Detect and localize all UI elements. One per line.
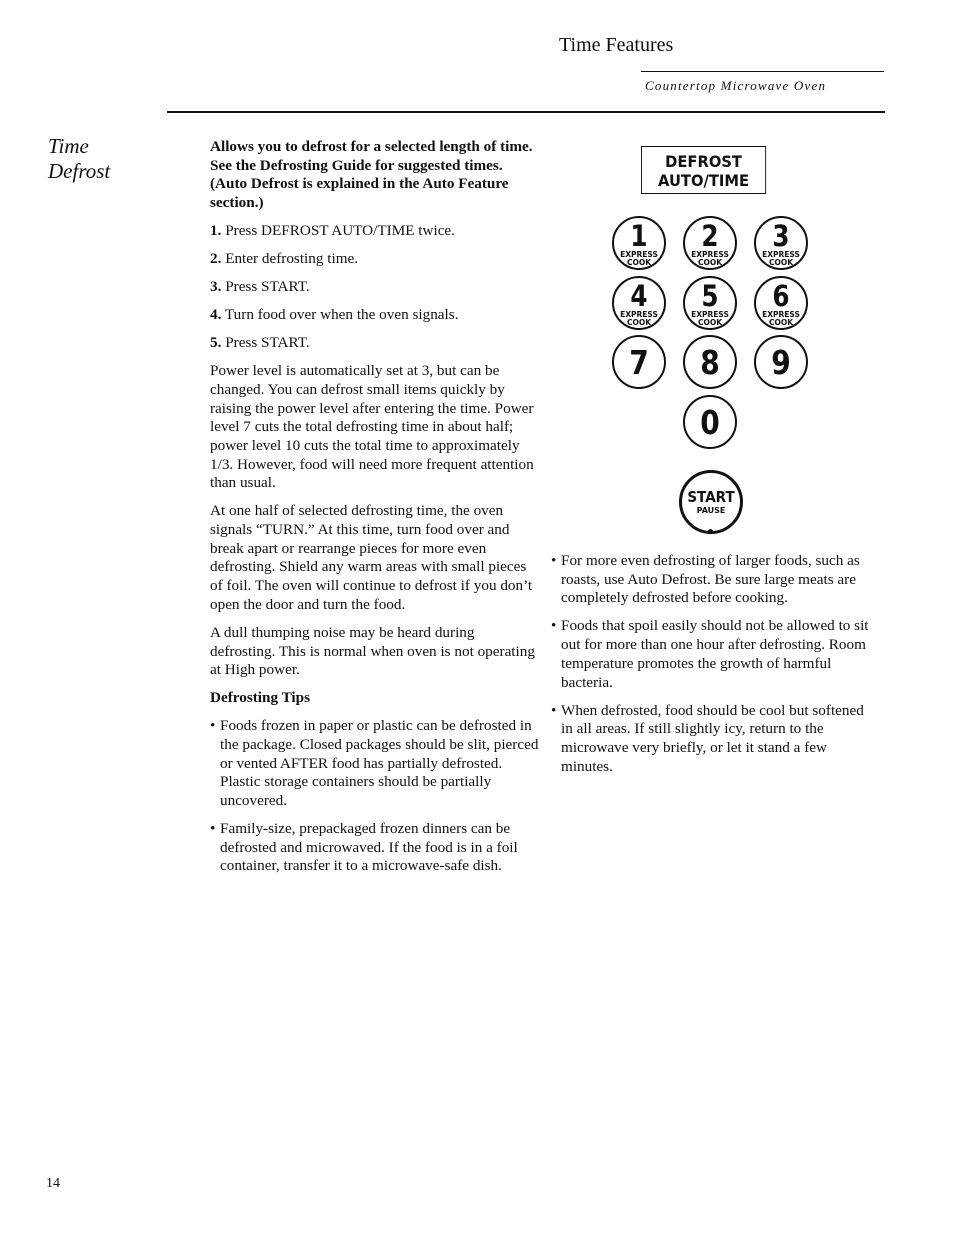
tip-text: For more even defrosting of larger foods, such as roasts, use Auto Defrost. Be sure large meats are completely defrosted before cooking. bbox=[561, 552, 860, 607]
step-text: Enter defrosting time. bbox=[225, 250, 359, 268]
pause-label: PAUSE bbox=[696, 506, 726, 515]
side-heading-line-2: Defrost bbox=[48, 159, 111, 183]
thumping-noise-paragraph: A dull thumping noise may be heard during defrosting. This is normal when oven is not operating at High power. bbox=[210, 623, 535, 679]
page-number: 14 bbox=[46, 1176, 60, 1191]
bullet-icon: • bbox=[210, 717, 216, 735]
tip-text: Foods that spoil easily should not be allowed to sit out for more than one hour after defrosting. Room temperature promotes the growth of harmful bacteria. bbox=[561, 617, 869, 691]
bullet-icon: • bbox=[551, 552, 557, 569]
key-digit: 7 bbox=[629, 343, 649, 382]
tip-text: Foods frozen in paper or plastic can be defrosted in the package. Closed packages should be slit, pierced or vented AFTER food has partially defrosted. Plastic storage containers should be partially uncovered. bbox=[220, 717, 539, 810]
header-rule-short bbox=[641, 71, 884, 72]
key-digit: 9 bbox=[771, 343, 791, 382]
key-6 bbox=[754, 276, 808, 330]
key-digit: 8 bbox=[700, 343, 720, 382]
step-2 bbox=[210, 250, 540, 269]
tip-text: Family-size, prepackaged frozen dinners can be defrosted and microwaved. If the food is in a foil container, transfer it to a microwave-safe dish. bbox=[220, 820, 518, 875]
key-1 bbox=[612, 216, 666, 270]
key-digit: 6 bbox=[772, 279, 790, 313]
key-9 bbox=[754, 335, 808, 389]
key-2 bbox=[683, 216, 737, 270]
step-number: 4. bbox=[210, 306, 222, 324]
step-number: 1. bbox=[210, 222, 222, 240]
defrost-key-line-2: AUTO/TIME bbox=[658, 171, 750, 190]
tips-heading: Defrosting Tips bbox=[210, 689, 311, 707]
cook-label: COOK bbox=[697, 258, 723, 267]
step-text: Press START. bbox=[225, 334, 310, 352]
right-column bbox=[551, 552, 876, 786]
power-level-paragraph: Power level is automatically set at 3, but can be changed. You can defrost small items quickly by raising the power level after entering the time. Power level 7 cuts the total defrosting time in about half; power level 10 cuts the total time to approximately 1/3. However, food will need more frequent attention than usual. bbox=[210, 362, 534, 492]
key-digit: 4 bbox=[630, 279, 648, 313]
key-0 bbox=[683, 395, 737, 449]
side-heading-line-1: Time bbox=[48, 134, 89, 158]
step-4 bbox=[210, 306, 540, 325]
cook-label: COOK bbox=[626, 258, 652, 267]
tip-item bbox=[210, 717, 540, 811]
bullet-icon: • bbox=[551, 701, 557, 719]
key-digit: 0 bbox=[700, 403, 720, 442]
express-label: EXPRESS bbox=[691, 310, 729, 319]
defrost-auto-time-key bbox=[641, 146, 766, 194]
key-digit: 3 bbox=[772, 219, 790, 253]
side-heading bbox=[48, 134, 110, 184]
start-label: START bbox=[687, 488, 735, 506]
key-digit: 2 bbox=[701, 219, 719, 253]
header-rule-long bbox=[167, 111, 885, 113]
bullet-icon: • bbox=[551, 617, 557, 635]
cook-label: COOK bbox=[697, 318, 723, 327]
key-5 bbox=[683, 276, 737, 330]
step-text: Turn food over when the oven signals. bbox=[224, 306, 459, 324]
turn-signal-paragraph: At one half of selected defrosting time, the oven signals “TURN.” At this time, turn food over and break apart or rearrange pieces for more even defrosting. Shield any warm areas with small pieces of foil. The oven will continue to defrost if you don’t open the door and turn the food. bbox=[210, 502, 533, 613]
key-8 bbox=[683, 335, 737, 389]
cook-label: COOK bbox=[768, 318, 794, 327]
step-number: 5. bbox=[210, 334, 222, 352]
express-label: EXPRESS bbox=[620, 250, 658, 259]
express-label: EXPRESS bbox=[762, 250, 800, 259]
step-3 bbox=[210, 278, 540, 297]
step-5 bbox=[210, 334, 540, 353]
tip-item bbox=[551, 702, 876, 777]
step-number: 3. bbox=[210, 278, 222, 296]
cook-label: COOK bbox=[768, 258, 794, 267]
tip-item bbox=[210, 820, 540, 876]
express-label: EXPRESS bbox=[691, 250, 729, 259]
express-label: EXPRESS bbox=[620, 310, 658, 319]
key-4 bbox=[612, 276, 666, 330]
tip-item bbox=[551, 552, 876, 608]
step-text: Press START. bbox=[225, 278, 310, 296]
start-indicator-dot bbox=[708, 529, 713, 534]
start-pause-key bbox=[679, 470, 743, 534]
step-text: Press DEFROST AUTO/TIME twice. bbox=[225, 222, 455, 240]
express-label: EXPRESS bbox=[762, 310, 800, 319]
tip-text: When defrosted, food should be cool but softened in all areas. If still slightly icy, return to the microwave very briefly, or let it stand a few minutes. bbox=[561, 701, 864, 775]
step-1 bbox=[210, 222, 540, 241]
key-7 bbox=[612, 335, 666, 389]
header-subtitle: Countertop Microwave Oven bbox=[645, 78, 827, 93]
tip-item bbox=[551, 617, 876, 692]
cook-label: COOK bbox=[626, 318, 652, 327]
intro-paragraph: Allows you to defrost for a selected length of time. See the Defrosting Guide for suggested times. (Auto Defrost is explained in the Auto Feature section.) bbox=[210, 138, 533, 212]
left-column bbox=[210, 138, 540, 885]
bullet-icon: • bbox=[210, 820, 216, 838]
defrost-key-line-1: DEFROST bbox=[665, 152, 742, 171]
step-number: 2. bbox=[210, 250, 222, 268]
key-digit: 5 bbox=[701, 279, 719, 313]
key-digit: 1 bbox=[630, 219, 648, 253]
key-3 bbox=[754, 216, 808, 270]
section-title: Time Features bbox=[559, 34, 674, 56]
